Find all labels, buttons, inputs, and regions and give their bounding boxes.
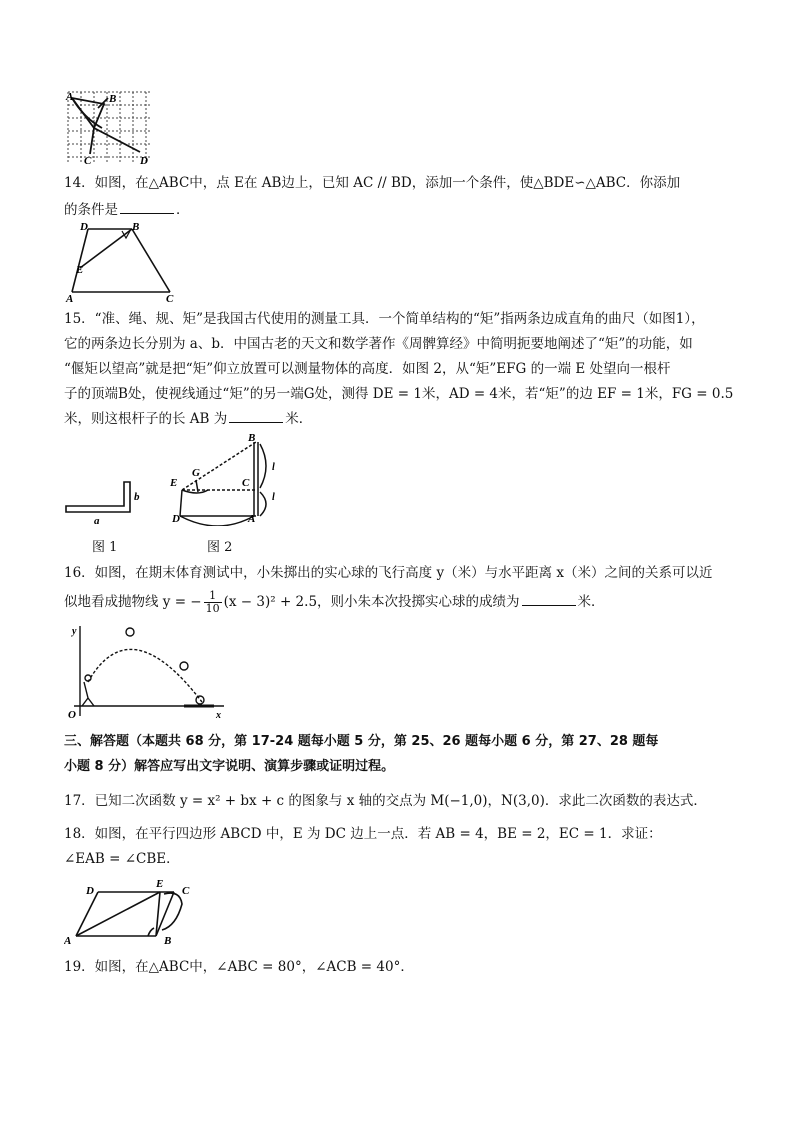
q14-line2-end: ． <box>176 202 190 218</box>
q15-fig2-label-e: E <box>170 477 178 489</box>
q14-label-c: C <box>166 293 174 304</box>
q19-text: 19．如图，在△ABC中，∠ABC = 80°，∠ACB = 40°． <box>64 959 414 975</box>
q14-label-b: B <box>132 221 140 233</box>
q16-label-x: x <box>216 710 221 721</box>
q15-fig2-label-g: G <box>192 467 200 479</box>
q18-line2: ∠EAB = ∠CBE． <box>64 851 180 867</box>
q15-fig2-label-d: D <box>172 513 180 525</box>
q16-line2-post: (x − 3)² + 2.5，则小朱本次投掷实心球的成绩为 <box>223 594 520 610</box>
q14-grid-label-c: C <box>84 155 92 167</box>
q15-figure2 <box>168 430 288 526</box>
q18-label-d: D <box>86 885 94 897</box>
q14-line1: 14．如图，在△ABC中，点 E在 AB边上，已知 AC // BD，添加一个条件，使△BDE∽△ABC．你添加 <box>64 175 681 191</box>
q15-fig2-label-c: C <box>242 477 250 489</box>
q15-fig2-label-b: B <box>248 432 256 444</box>
q16-line2 <box>64 590 605 615</box>
q16-answer-blank[interactable] <box>522 593 576 606</box>
q15-fig1-caption: 图 1 <box>92 540 118 555</box>
q14-answer-blank[interactable] <box>120 201 174 214</box>
q14-grid-label-b: B <box>109 93 117 105</box>
q15-line1: 15．“准、绳、规、矩”是我国古代使用的测量工具．一个简单结构的“矩”指两条边成直角的曲尺（如图1）， <box>64 311 705 327</box>
q18-label-a: A <box>64 935 72 947</box>
q14-grid-label-a: A <box>66 91 74 103</box>
q15-line5 <box>64 409 312 429</box>
q14-figure <box>64 218 194 304</box>
q15-line2: 它的两条边长分别为 a、b．中国古老的天文和数学著作《周髀算经》中简明扼要地阐述了“矩”的功能，如 <box>64 336 693 352</box>
q14-label-d: D <box>80 221 88 233</box>
q15-line3: “偃矩以望高”就是把“矩”仰立放置可以测量物体的高度．如图 2，从“矩”EFG 的一端 E 处望向一根杆 <box>64 361 671 377</box>
q15-fig1-label-b: b <box>134 491 140 503</box>
q15-line4: 子的顶端B处，使视线通过“矩”的另一端G处，测得 DE = 1米，AD = 4米，若“矩”的边 EF = 1米，FG = 0.5 <box>64 386 734 402</box>
q14-line2 <box>64 200 190 220</box>
q16-line2-end: 米． <box>577 594 605 610</box>
section3-line2: 小题 8 分）解答应写出文字说明、演算步骤或证明过程。 <box>64 759 395 774</box>
q16-label-y: y <box>72 626 77 637</box>
section3-line1: 三、解答题（本题共 68 分，第 17-24 题每小题 5 分，第 25、26 题每小题 6 分，第 27、28 题每 <box>64 734 659 749</box>
q15-line5-end: 米． <box>285 411 313 427</box>
q14-grid-figure <box>64 88 154 168</box>
q16-label-o: O <box>68 709 76 721</box>
q15-fig2-label-a: A <box>248 513 256 525</box>
q18-line1: 18．如图，在平行四边形 ABCD 中，E 为 DC 边上一点．若 AB = 4，BE = 2，EC = 1．求证： <box>64 826 662 842</box>
q14-label-a: A <box>66 293 74 304</box>
q16-figure <box>64 622 234 722</box>
q18-label-b: B <box>164 935 172 947</box>
q15-fig2-label-l2: l <box>272 492 275 503</box>
q14-grid-label-d: D <box>140 155 148 167</box>
q15-fig2-caption: 图 2 <box>207 540 233 555</box>
q16-line1: 16．如图，在期末体育测试中，小朱掷出的实心球的飞行高度 y（米）与水平距离 x（米）之间的关系可以近 <box>64 565 713 581</box>
q15-line5-text: 米，则这根杆子的长 AB 为 <box>64 411 228 427</box>
q16-fraction <box>204 590 222 615</box>
q15-figure1 <box>64 478 154 528</box>
q14-label-e: E <box>76 264 84 276</box>
q15-fig1-label-a: a <box>94 515 100 527</box>
q14-line2-text: 的条件是 <box>64 202 118 218</box>
q16-frac-den: 10 <box>205 602 220 615</box>
q16-frac-num: 1 <box>204 590 222 603</box>
q18-figure <box>64 876 204 948</box>
q16-line2-pre: 似地看成抛物线 y = − <box>64 594 202 610</box>
q17-text: 17．已知二次函数 y = x² + bx + c 的图象与 x 轴的交点为 M(−1,0)，N(3,0)．求此二次函数的表达式． <box>64 793 707 809</box>
q18-label-c: C <box>182 885 190 897</box>
q15-answer-blank[interactable] <box>229 410 283 423</box>
q15-fig2-label-l1: l <box>272 462 275 473</box>
q18-label-e: E <box>156 878 164 890</box>
